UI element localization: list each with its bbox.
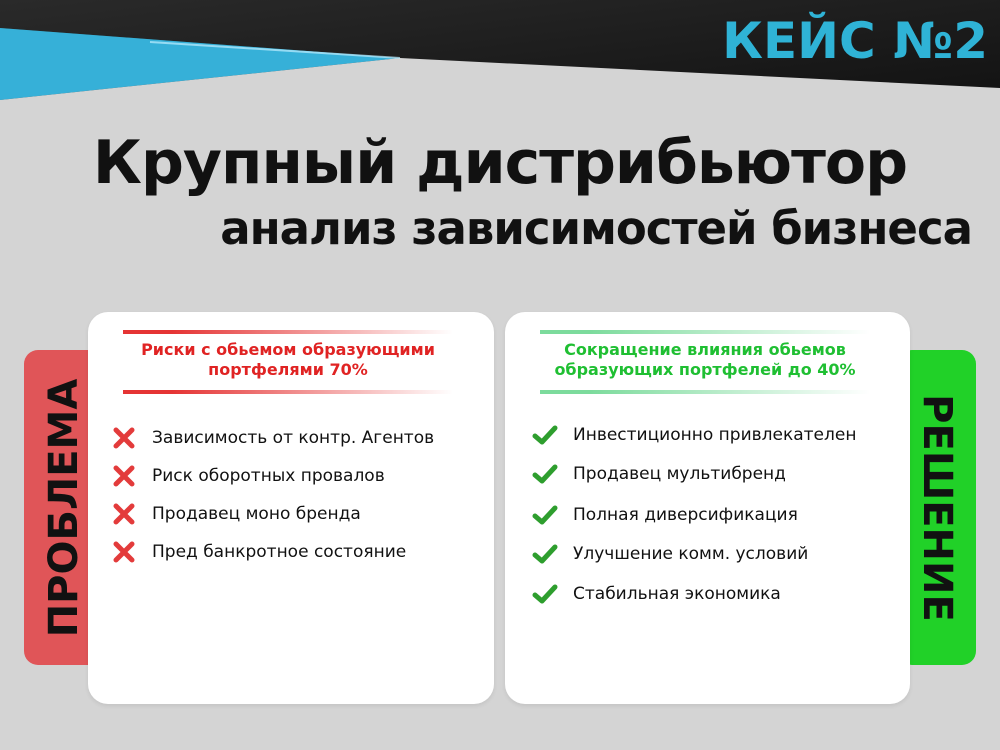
problem-item-text: Продавец моно бренда [152,504,361,524]
solution-item-text: Улучшение комм. условий [573,544,809,564]
problem-item [110,500,361,528]
solution-item [531,580,781,608]
cross-icon [110,500,138,528]
problem-item-text: Пред банкротное состояние [152,542,407,562]
page-subtitle: анализ зависимостей бизнеса [220,202,972,255]
problem-tab-label: ПРОБЛЕМА [41,378,87,637]
check-icon [531,460,559,488]
solution-item [531,421,856,449]
cross-icon [110,462,138,490]
check-icon [531,421,559,449]
problem-heading-rule-bottom [123,390,453,394]
problem-heading-line2: портфелями 70% [208,360,368,379]
solution-item-text: Стабильная экономика [573,584,781,604]
solution-card [505,312,910,704]
solution-heading [540,330,866,396]
problem-heading-rule-top [123,330,453,334]
cross-icon [110,424,138,452]
problem-item-text: Риск оборотных провалов [152,466,385,486]
solution-heading-rule-bottom [540,390,870,394]
problem-item-text: Зависимость от контр. Агентов [152,428,435,448]
solution-heading-rule-top [540,330,870,334]
solution-heading-line2: образующих портфелей до 40% [554,360,856,379]
problem-heading [123,330,449,396]
solution-item [531,460,786,488]
problem-item [110,424,434,452]
problem-heading-line1: Риски с обьемом образующими [141,340,435,359]
solution-item-text: Инвестиционно привлекателен [573,425,857,445]
problem-item [110,538,406,566]
cross-icon [110,538,138,566]
check-icon [531,540,559,568]
solution-item-text: Полная диверсификация [573,505,798,525]
solution-tab-label: РЕШЕНИЕ [914,393,960,622]
problem-item [110,462,385,490]
solution-item-text: Продавец мультибренд [573,464,786,484]
solution-heading-line1: Сокращение влияния обьемов [564,340,846,359]
solution-item [531,540,808,568]
problem-card [88,312,494,704]
check-icon [531,501,559,529]
case-label: КЕЙС №2 [722,12,988,70]
page-title: Крупный дистрибьютор [92,128,908,198]
check-icon [531,580,559,608]
solution-item [531,501,798,529]
